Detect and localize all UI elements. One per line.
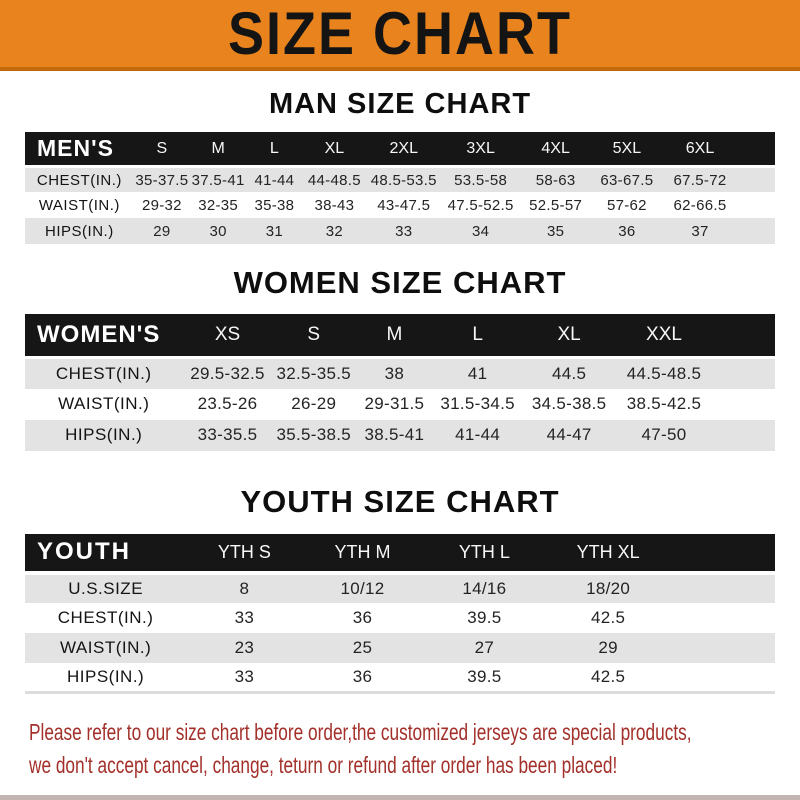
table-header-row (25, 132, 775, 166)
column-header: YTH M (334, 541, 391, 562)
size-cell: 58-63 (535, 171, 576, 189)
column-header: XL (324, 139, 345, 157)
table-row (25, 633, 775, 663)
size-cell: 29-31.5 (364, 394, 425, 414)
size-cell: 34.5-38.5 (531, 394, 607, 414)
size-cell: 43-47.5 (377, 196, 431, 214)
size-cell: 34 (471, 222, 490, 240)
table-row (25, 358, 775, 389)
row-label: CHEST(IN.) (36, 171, 122, 189)
size-cell: 44.5-48.5 (626, 364, 702, 384)
size-cell: 42.5 (590, 607, 626, 627)
size-cell: 30 (209, 222, 227, 240)
bottom-edge-divider (0, 795, 800, 800)
header-filler (738, 132, 776, 166)
size-cell: 39.5 (467, 607, 502, 627)
footer-note-line1: Please refer to our size chart before order,the customized jerseys are special products, (29, 719, 692, 746)
section-heading-men: MAN SIZE CHART (268, 88, 532, 120)
column-header: 6XL (685, 139, 715, 157)
size-cell: 31 (265, 222, 284, 240)
table-row (25, 573, 775, 603)
size-cell: 33 (234, 666, 255, 686)
row-label: HIPS(IN.) (65, 425, 143, 445)
size-table-youth (25, 534, 775, 695)
size-cell: 44-47 (546, 425, 592, 445)
size-cell: 38-43 (314, 196, 355, 214)
size-cell: 10/12 (340, 578, 385, 598)
section-heading-women: WOMEN SIZE CHART (233, 265, 567, 301)
cell-filler (711, 420, 775, 451)
size-cell: 29 (598, 637, 618, 657)
row-label: WAIST(IN.) (38, 196, 120, 214)
size-cell: 36 (352, 666, 373, 686)
size-cell: 18/20 (586, 578, 631, 598)
size-cell: 36 (618, 222, 636, 240)
size-cell: 14/16 (462, 578, 507, 598)
banner-title: SIZE CHART (228, 0, 572, 68)
charts-container (0, 88, 800, 694)
size-cell: 29.5-32.5 (190, 364, 265, 384)
column-header: M (211, 139, 225, 157)
cell-filler (738, 218, 776, 244)
cell-filler (738, 192, 776, 218)
table-row (25, 389, 775, 420)
column-header: XS (214, 324, 241, 346)
column-header: YTH S (217, 541, 271, 562)
column-header: 3XL (466, 139, 495, 157)
size-cell: 27 (474, 637, 495, 657)
cell-filler (711, 358, 775, 389)
size-table-women (25, 314, 775, 451)
column-header: L (472, 324, 483, 346)
footer-note (0, 716, 800, 782)
table-row (25, 218, 775, 244)
header-filler (711, 314, 775, 358)
size-cell: 32 (325, 222, 344, 240)
table-header-row (25, 534, 775, 573)
size-cell: 47.5-52.5 (447, 196, 514, 214)
column-header: S (156, 139, 168, 157)
header-filler (670, 534, 775, 573)
table-row (25, 420, 775, 451)
size-cell: 32.5-35.5 (276, 364, 352, 384)
table-row (25, 603, 775, 633)
size-cell: 44.5 (551, 364, 587, 384)
size-cell: 8 (239, 578, 250, 598)
column-header: 5XL (612, 139, 642, 157)
table-title: YOUTH (37, 538, 131, 566)
size-cell: 37 (691, 222, 709, 240)
table-header-row (25, 314, 775, 358)
row-label: CHEST(IN.) (57, 607, 154, 627)
column-header: XXL (646, 324, 682, 346)
size-cell: 29 (153, 222, 171, 240)
column-header: S (307, 324, 321, 346)
size-cell: 41-44 (455, 425, 501, 445)
size-cell: 33 (395, 222, 413, 240)
size-cell: 38 (384, 364, 405, 384)
table-row (25, 192, 775, 218)
row-label: CHEST(IN.) (55, 364, 152, 384)
column-header: M (386, 324, 403, 346)
cell-filler (670, 573, 775, 603)
size-cell: 38.5-42.5 (626, 394, 702, 414)
column-header: XL (557, 324, 581, 346)
size-cell: 36 (352, 607, 373, 627)
section-heading-youth: YOUTH SIZE CHART (240, 483, 560, 519)
size-cell: 35-37.5 (135, 171, 189, 189)
row-label: WAIST(IN.) (58, 394, 150, 414)
size-cell: 67.5-72 (673, 171, 727, 189)
size-cell: 33-35.5 (197, 425, 258, 445)
banner (0, 0, 800, 71)
size-cell: 47-50 (641, 425, 687, 445)
column-header: YTH XL (576, 541, 640, 562)
size-cell: 35.5-38.5 (276, 425, 352, 445)
cell-filler (711, 389, 775, 420)
column-header: L (269, 139, 279, 157)
footer-note-line2: we don't accept cancel, change, teturn or refund after order has been placed! (29, 752, 618, 779)
size-cell: 25 (352, 637, 373, 657)
size-cell: 31.5-34.5 (440, 394, 515, 414)
size-cell: 29-32 (141, 196, 182, 214)
size-cell: 39.5 (467, 666, 502, 686)
size-cell: 26-29 (291, 394, 337, 414)
size-cell: 63-67.5 (600, 171, 654, 189)
size-cell: 32-35 (198, 196, 239, 214)
size-cell: 35-38 (254, 196, 295, 214)
table-row (25, 663, 775, 693)
cell-filler (670, 603, 775, 633)
size-cell: 52.5-57 (529, 196, 583, 214)
row-label: U.S.SIZE (68, 578, 144, 598)
size-cell: 41-44 (254, 171, 295, 189)
size-cell: 35 (546, 222, 565, 240)
size-cell: 42.5 (590, 666, 626, 686)
table-title: WOMEN'S (37, 321, 161, 349)
size-cell: 38.5-41 (364, 425, 425, 445)
row-label: WAIST(IN.) (60, 637, 152, 657)
cell-filler (670, 633, 775, 663)
size-table-men (25, 132, 775, 244)
size-cell: 41 (467, 364, 488, 384)
size-cell: 48.5-53.5 (370, 171, 437, 189)
row-label: HIPS(IN.) (45, 222, 114, 240)
size-cell: 23 (234, 637, 255, 657)
size-cell: 23.5-26 (197, 394, 258, 414)
size-cell: 44-48.5 (307, 171, 361, 189)
size-cell: 33 (234, 607, 255, 627)
size-cell: 57-62 (606, 196, 647, 214)
cell-filler (738, 166, 776, 192)
size-cell: 53.5-58 (454, 171, 508, 189)
column-header: 2XL (389, 139, 418, 157)
column-header: YTH L (458, 541, 510, 562)
cell-filler (670, 663, 775, 693)
size-cell: 62-66.5 (673, 196, 727, 214)
row-label: HIPS(IN.) (67, 666, 145, 686)
size-cell: 37.5-41 (191, 171, 245, 189)
table-row (25, 166, 775, 192)
table-title: MEN'S (37, 135, 114, 162)
column-header: 4XL (541, 139, 570, 157)
